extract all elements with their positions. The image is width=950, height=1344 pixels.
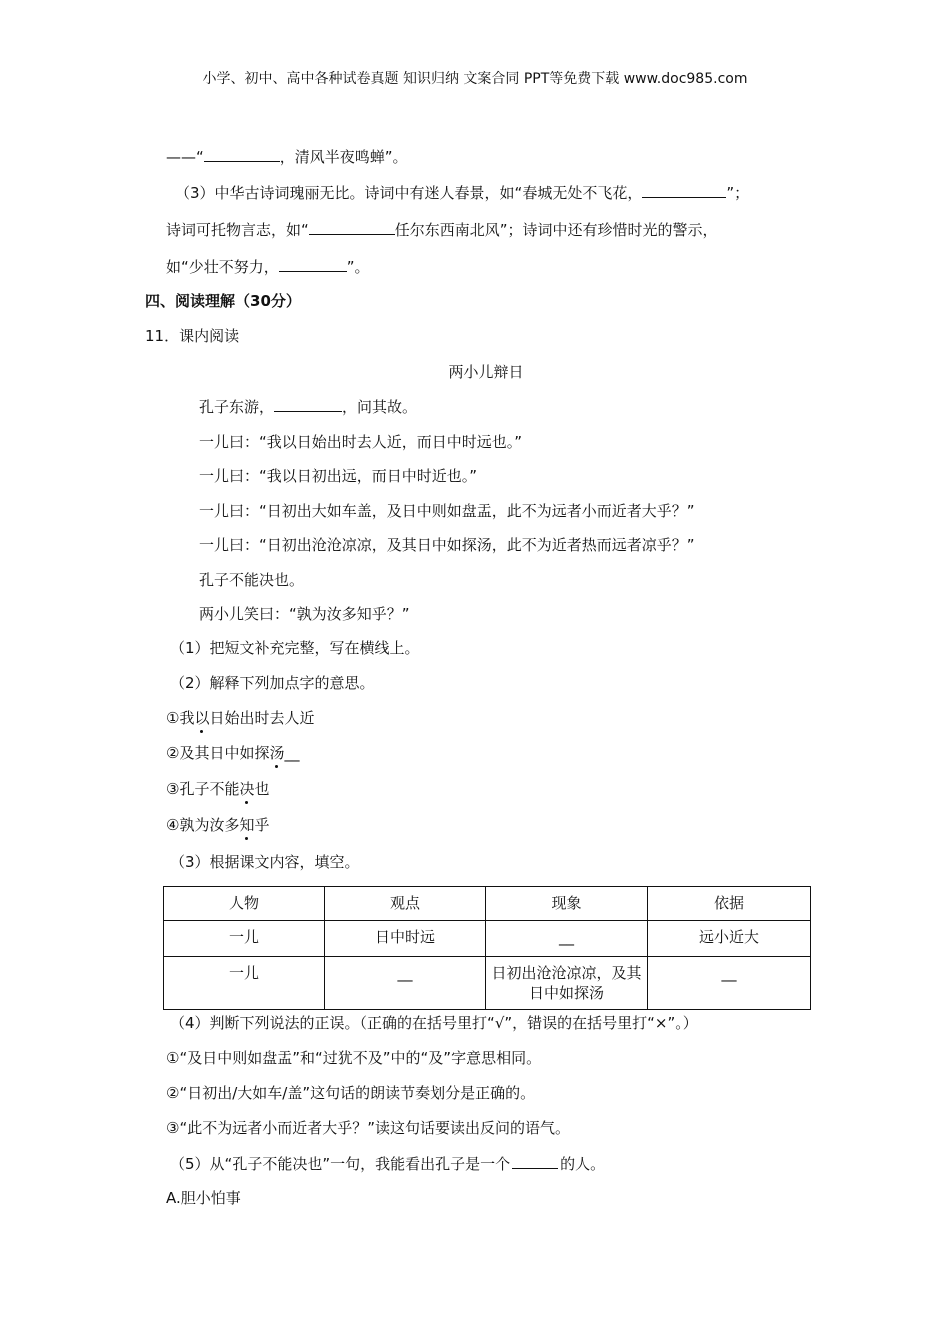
passage-line-7: 两小儿笑曰：“孰为汝多知乎？” (199, 605, 410, 623)
section-title: 四、阅读理解（30分） (145, 292, 301, 310)
q4-item-1: ①“及日中则如盘盂”和“过犹不及”中的“及”字意思相同。 (166, 1049, 542, 1067)
q4-item-3: ③“此不为远者小而近者大乎？”读这句话要读出反问的语气。 (166, 1119, 570, 1137)
info-table (163, 886, 811, 1010)
answer-blank[interactable] (309, 220, 395, 235)
table-cell[interactable]: __ (486, 921, 648, 957)
passage-line-3: 一儿曰：“我以日初出远，而日中时近也。” (199, 467, 478, 485)
answer-blank[interactable] (204, 147, 280, 162)
passage-line-6: 孔子不能决也。 (199, 571, 305, 589)
subquestion-2: （2）解释下列加点字的意思。 (170, 674, 375, 692)
subquestion-5: （5）从“孔子不能决也”一句，我能看出孔子是一个 的人。 (170, 1155, 606, 1173)
table-header-cell: 人物 (164, 887, 325, 921)
passage-line-2: 一儿曰：“我以日始出时去人近，而日中时远也。” (199, 433, 523, 451)
passage-line-1: 孔子东游， ，问其故。 (199, 398, 418, 416)
q2-item-2: ②及其日中如探汤__ (166, 744, 300, 762)
table-row (164, 957, 811, 1010)
answer-blank[interactable] (642, 183, 726, 198)
poem-line-4: 如“少壮不努力， ”。 (166, 258, 370, 276)
subquestion-1: （1）把短文补充完整，写在横线上。 (170, 639, 420, 657)
q2-item-1: ①我以日始出时去人近 (166, 709, 315, 727)
subquestion-4: （4）判断下列说法的正误。（正确的在括号里打“√”，错误的在括号里打“×”。） (170, 1014, 698, 1032)
answer-blank[interactable] (274, 397, 342, 412)
answer-blank[interactable] (279, 257, 347, 272)
dotted-char: 知 (239, 816, 255, 834)
table-row (164, 921, 811, 957)
poem-line-2: （3）中华古诗词瑰丽无比。诗词中有迷人春景，如“春城无处不飞花， ”； (175, 184, 750, 202)
poem-line-1: ——“ ，清风半夜鸣蝉”。 (166, 148, 408, 166)
table-cell: 远小近大 (648, 921, 811, 957)
table-cell: 日初出沧沧凉凉，及其日中如探汤 (486, 957, 648, 1010)
question-number: 11．课内阅读 (145, 327, 240, 345)
page-header: 小学、初中、高中各种试卷真题 知识归纳 文案合同 PPT等免费下载 www.doc985.com (202, 71, 748, 87)
table-cell: 日中时远 (325, 921, 486, 957)
table-header-row (164, 887, 811, 921)
q2-item-3: ③孔子不能决也 (166, 780, 270, 798)
passage-title: 两小儿辩日 (448, 363, 524, 381)
q2-item-4: ④孰为汝多知乎 (166, 816, 270, 834)
passage-line-5: 一儿曰：“日初出沧沧凉凉，及其日中如探汤，此不为近者热而远者凉乎？” (199, 536, 695, 554)
table-header-cell: 依据 (648, 887, 811, 921)
dotted-char: 决 (239, 780, 255, 798)
passage-line-4: 一儿曰：“日初出大如车盖，及日中则如盘盂，此不为远者小而近者大乎？” (199, 502, 695, 520)
dotted-char: 以 (194, 709, 210, 727)
option-a[interactable]: A.胆小怕事 (166, 1189, 241, 1207)
table-cell[interactable]: __ (648, 957, 811, 1010)
subquestion-3: （3）根据课文内容，填空。 (170, 853, 360, 871)
table-cell: 一儿 (164, 957, 325, 1010)
q4-item-2: ②“日初出/大如车/盖”这句话的朗读节奏划分是正确的。 (166, 1084, 536, 1102)
answer-blank[interactable] (512, 1154, 558, 1169)
table-header-cell: 观点 (325, 887, 486, 921)
dotted-char: 汤 (269, 744, 285, 762)
table-cell: 一儿 (164, 921, 325, 957)
table-cell[interactable]: __ (325, 957, 486, 1010)
table-header-cell: 现象 (486, 887, 648, 921)
poem-line-3: 诗词可托物言志，如“ 任尔东西南北风”；诗词中还有珍惜时光的警示， (166, 221, 718, 239)
